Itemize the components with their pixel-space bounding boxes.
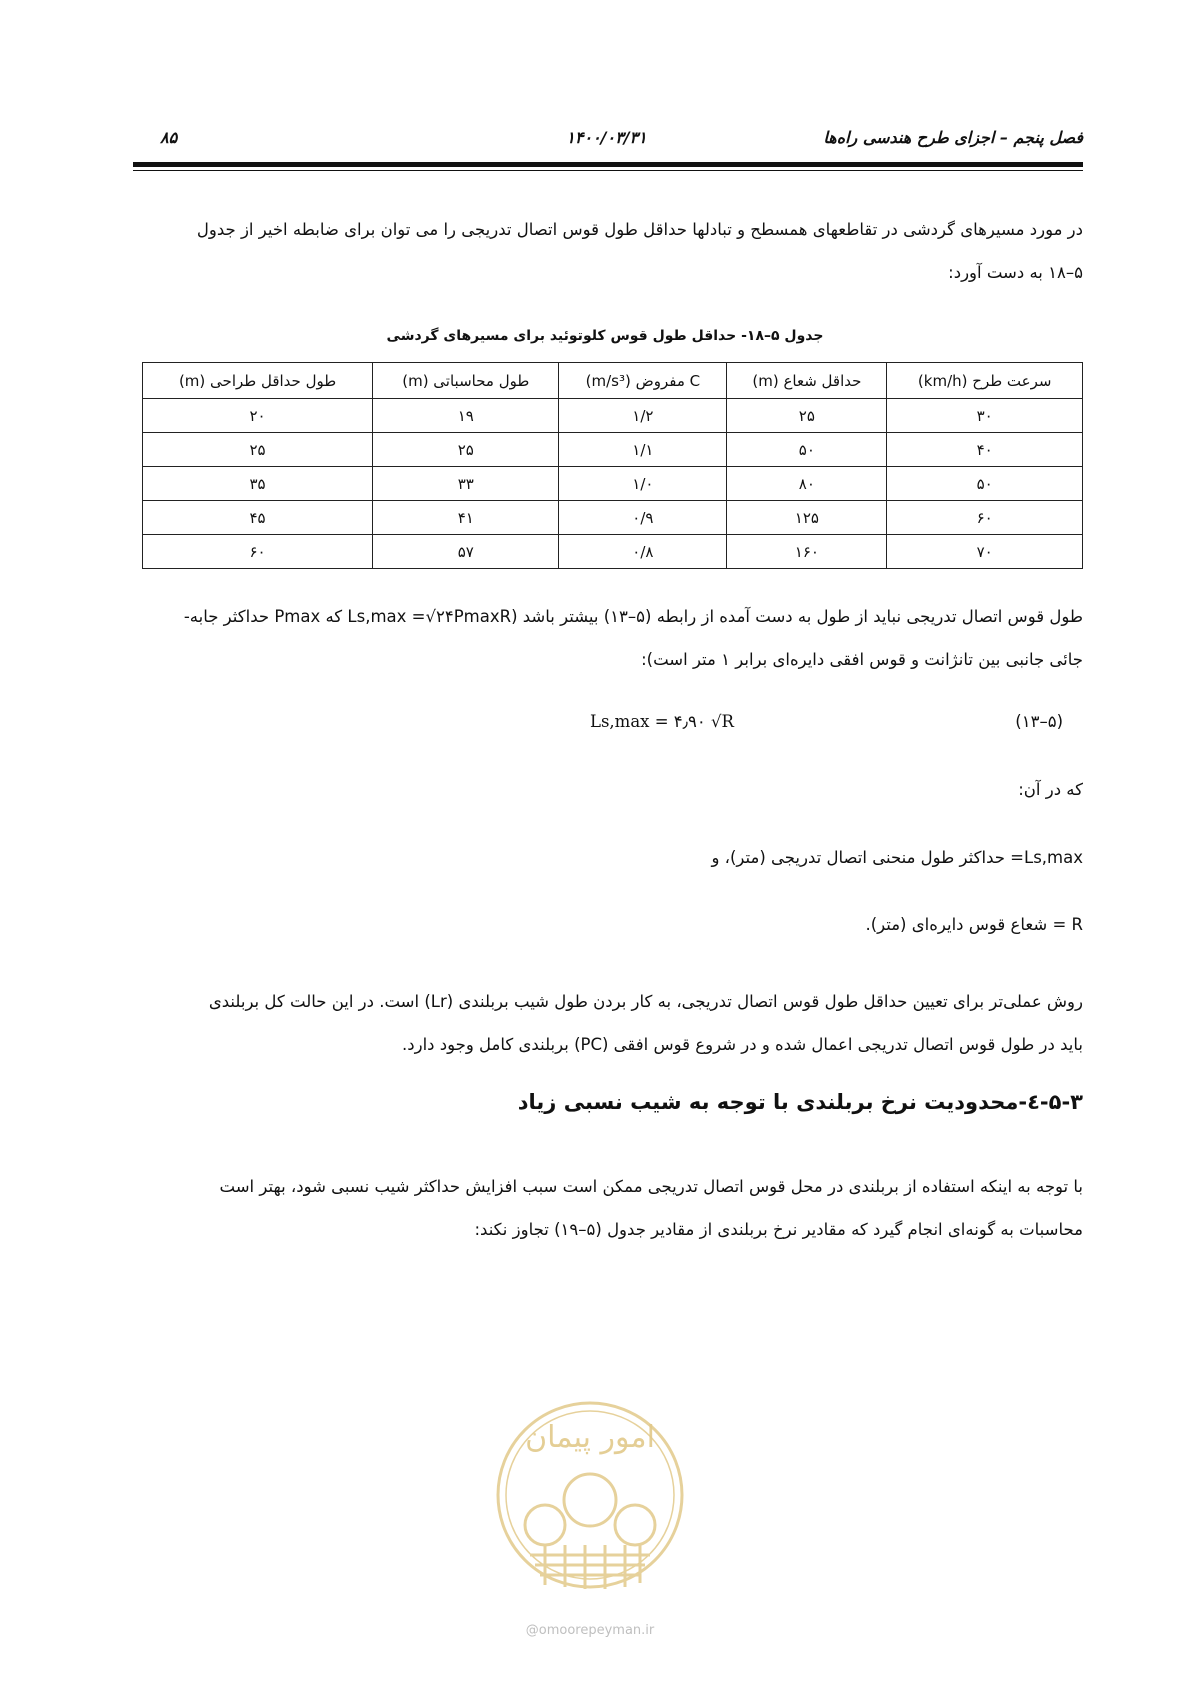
col-header-speed: سرعت طرح (km/h) bbox=[887, 363, 1083, 399]
table-row bbox=[143, 467, 1083, 501]
col-header-design-length: طول حداقل طراحی (m) bbox=[143, 363, 373, 399]
clothoid-table bbox=[142, 362, 1083, 569]
table-cell: ۱/۲ bbox=[559, 399, 727, 433]
table-row bbox=[143, 433, 1083, 467]
table-cell: ۴۱ bbox=[373, 501, 559, 535]
table-cell: ۱/۱ bbox=[559, 433, 727, 467]
table-cell: ۱/۰ bbox=[559, 467, 727, 501]
relative-slope-paragraph bbox=[148, 1165, 1083, 1251]
table-row bbox=[143, 399, 1083, 433]
max-length-paragraph bbox=[148, 595, 1083, 681]
intro-line-2: ۵–۱۸ به دست آورد: bbox=[948, 263, 1083, 282]
page-number: ۸۵ bbox=[160, 128, 178, 147]
table-cell: ۰/۸ bbox=[559, 535, 727, 569]
table-cell: ۵۷ bbox=[373, 535, 559, 569]
practical-line-2: باید در طول قوس اتصال تدریجی اعمال شده و در شروع قوس افقی (PC) بربلندی کامل وجود دارد. bbox=[402, 1035, 1083, 1054]
table-cell: ۷۰ bbox=[887, 535, 1083, 569]
table-cell: ۱۲۵ bbox=[727, 501, 887, 535]
watermark bbox=[490, 1375, 690, 1645]
watermark-url: @omoorepeyman.ir bbox=[525, 1623, 655, 1638]
table-cell: ۳۳ bbox=[373, 467, 559, 501]
table-cell: ۱۹ bbox=[373, 399, 559, 433]
equation-number: (۵–۱۳) bbox=[1015, 712, 1063, 731]
table-header-row bbox=[143, 363, 1083, 399]
intro-paragraph bbox=[148, 208, 1083, 294]
table-cell: ۳۰ bbox=[887, 399, 1083, 433]
practical-method-paragraph bbox=[148, 980, 1083, 1066]
table-cell: ۴۰ bbox=[887, 433, 1083, 467]
section-heading: ۵-۳-٤-محدودیت نرخ بربلندی با توجه به شیب نسبی زیاد bbox=[517, 1090, 1083, 1114]
table-cell: ۵۰ bbox=[887, 467, 1083, 501]
where-label: که در آن: bbox=[1018, 780, 1083, 799]
practical-line-1: روش عملی‌تر برای تعیین حداقل طول قوس اتصال تدریجی، به کار بردن طول شیب بربلندی (Lr) است. در این حالت کل بربلندی bbox=[208, 992, 1083, 1011]
watermark-logo bbox=[490, 1375, 690, 1615]
definition-r: R = شعاع قوس دایره‌ای (متر). bbox=[865, 915, 1083, 934]
watermark-logo-text: امور پیمان bbox=[525, 1420, 655, 1455]
header-date: ۱۴۰۰/۰۳/۳۱ bbox=[566, 128, 647, 147]
header-rule-thick bbox=[133, 162, 1083, 167]
page-header bbox=[130, 128, 1083, 158]
table-row bbox=[143, 535, 1083, 569]
relative-slope-line-1: با توجه به اینکه استفاده از بربلندی در محل قوس اتصال تدریجی ممکن است سبب افزایش حداکثر شیب نسبی شود، بهتر است bbox=[219, 1177, 1083, 1196]
col-header-c-value: C مفروض (m/s³) bbox=[559, 363, 727, 399]
table-cell: ۴۵ bbox=[143, 501, 373, 535]
table-cell: ۲۵ bbox=[727, 399, 887, 433]
definition-ls-max: Ls,max= حداکثر طول منحنی اتصال تدریجی (متر)، و bbox=[711, 848, 1083, 867]
max-length-line-1: طول قوس اتصال تدریجی نباید از طول به دست آمده از رابطه (۵–۱۳) بیشتر باشد (Ls,max =√۲۴PmaxR که Pmax حداکثر جابه- bbox=[183, 607, 1083, 626]
table-cell: ۶۰ bbox=[887, 501, 1083, 535]
table-cell: ۲۵ bbox=[373, 433, 559, 467]
table-cell: ۳۵ bbox=[143, 467, 373, 501]
header-rule-thin bbox=[133, 170, 1083, 171]
table-cell: ۲۵ bbox=[143, 433, 373, 467]
col-header-calc-length: طول محاسباتی (m) bbox=[373, 363, 559, 399]
table-cell: ۸۰ bbox=[727, 467, 887, 501]
table-cell: ۲۰ bbox=[143, 399, 373, 433]
table-cell: ۵۰ bbox=[727, 433, 887, 467]
equation-formula: Ls,max = ۴٫۹۰ √R bbox=[590, 712, 734, 731]
equation-block bbox=[130, 712, 1083, 748]
table-cell: ۱۶۰ bbox=[727, 535, 887, 569]
table-cell: ۰/۹ bbox=[559, 501, 727, 535]
table-cell: ۶۰ bbox=[143, 535, 373, 569]
max-length-line-2: جائی جانبی بین تانژانت و قوس افقی دایره‌ای برابر ۱ متر است): bbox=[641, 650, 1083, 669]
chapter-title: فصل پنجم – اجزای طرح هندسی راه‌ها bbox=[823, 128, 1083, 147]
intro-line-1: در مورد مسیرهای گردشی در تقاطعهای همسطح و تبادلها حداقل طول قوس اتصال تدریجی را می توان برای ضابطه اخیر از جدول bbox=[196, 220, 1083, 239]
table-row bbox=[143, 501, 1083, 535]
col-header-min-radius: حداقل شعاع (m) bbox=[727, 363, 887, 399]
relative-slope-line-2: محاسبات به گونه‌ای انجام گیرد که مقادیر نرخ بربلندی از مقادیر جدول (۵–۱۹) تجاوز نکند: bbox=[474, 1220, 1083, 1239]
table-caption: جدول ۵–۱۸- حداقل طول قوس کلوتوئید برای مسیرهای گردشی bbox=[386, 328, 824, 344]
